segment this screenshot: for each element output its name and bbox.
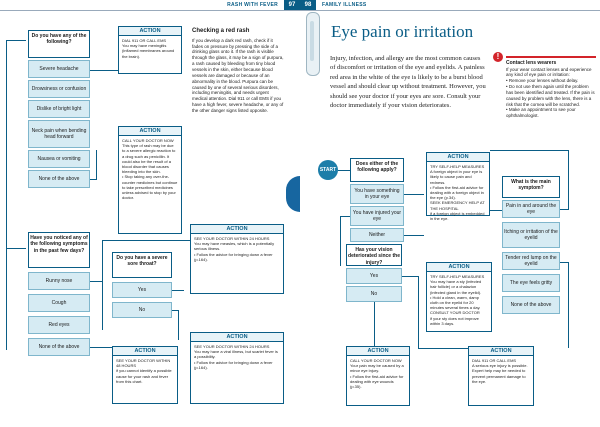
action-title: ACTION [347, 347, 409, 356]
action-box-r2 [426, 262, 492, 332]
connector [90, 70, 118, 71]
connector [6, 248, 26, 249]
action-title: ACTION [427, 263, 491, 272]
action-title: ACTION [469, 347, 533, 356]
action-text: CALL YOUR DOCTOR NOW This type of rash may be due to a severe allergic reaction to a drug such as penicillin. It could also be the result of a blood disorder that causes bleeding into the skin. • Stop taking any over-the-counter medicines but continue to take prescribed medicines unless advised to stop by your doctor. [122, 138, 178, 201]
action-title: ACTION [427, 153, 489, 162]
connector [102, 240, 103, 330]
action-box-r1 [426, 152, 490, 221]
connector [490, 210, 502, 211]
action-box-1 [118, 26, 182, 74]
connector [490, 150, 568, 151]
contact-text: If your wear contact lenses and experience any kind of eye pain or irritation: • Remove your lenses without delay. • Do not use them again until the problem has been identified and treated. If the pain is caused by problem with the lens, there is a risk that the cornea will be scratched. • Make an appointment to see your ophthalmologist. [506, 66, 595, 119]
left-header [0, 0, 300, 11]
page-title: Eye pain or irritation [331, 22, 474, 41]
action-box-5 [112, 346, 178, 404]
left-page-number: 97 [284, 0, 300, 10]
option-something-in-eye: You have something in your eye [350, 184, 404, 204]
connector [374, 302, 375, 346]
action-box-4 [190, 332, 284, 404]
option-neither: Neither [350, 228, 404, 242]
action-box-2 [118, 126, 182, 234]
option-neck-pain: Neck pain when bending head forward [28, 120, 90, 148]
left-section-label: RASH WITH FEVER [227, 2, 278, 8]
contact-lens-box [506, 56, 596, 119]
right-page-number: 98 [300, 0, 316, 10]
option-vision-no: No [346, 286, 402, 302]
page-tab-marker [286, 176, 300, 212]
connector [402, 276, 418, 277]
option-tender-lump: Tender red lump on the eyelid [502, 252, 560, 270]
connector [96, 150, 97, 180]
question-box-1: Do you have any of the following? [28, 30, 90, 58]
action-title: ACTION [191, 225, 283, 234]
option-drowsiness: Drowsiness or confusion [28, 80, 90, 98]
question-box-r2: Has your vision deteriorated since the injury? [346, 244, 402, 266]
right-section-label: FAMILY ILLNESS [322, 2, 367, 8]
action-text: DIAL 911 OR CALL EMS A serious eye injury is possible. Expert help may be needed to prevent permanent damage to the eye. [472, 358, 528, 384]
action-text: SEE YOUR DOCTOR WITHIN 48 HOURS if you cannot identify a possible cause for your rash and fever from this chart. [116, 358, 172, 384]
action-title: ACTION [191, 333, 283, 342]
connector [340, 216, 341, 266]
connector [568, 262, 569, 348]
option-runny-nose: Runny nose [28, 272, 90, 290]
option-pain-around-eye: Pain in and around the eye [502, 200, 560, 218]
action-box-r3 [346, 346, 410, 406]
option-cough: Cough [28, 294, 90, 312]
option-none-2: None of the above [28, 338, 90, 356]
connector [90, 281, 102, 282]
option-none-right: None of the above [502, 296, 560, 314]
option-vision-yes: Yes [346, 268, 402, 284]
connector [418, 348, 468, 349]
option-no: No [112, 302, 172, 318]
action-title: ACTION [113, 347, 177, 356]
right-header [300, 0, 600, 11]
option-bright-light: Dislike of bright light [28, 100, 90, 118]
option-itching-eyelid: Itching or irritation of the eyelid [502, 222, 560, 248]
connector [178, 310, 179, 340]
question-box-2: Have you noticed any of the following symptoms in the past few days? [28, 232, 90, 268]
connector [172, 290, 184, 291]
thermometer-illustration [306, 12, 320, 76]
question-box-r1: Does either of the following apply? [350, 158, 404, 182]
action-text: DIAL 911 OR CALL EMS You may have meningitis (inflamed membranes around the brain). [122, 38, 175, 59]
connector [90, 347, 114, 348]
action-text: SEE YOUR DOCTOR WITHIN 24 HOURS You may have a viral illness, but scarlet fever is a possibility. • Follow the advice for bringing down a fever (p.164). [194, 344, 278, 370]
option-red-eyes: Red eyes [28, 316, 90, 334]
checking-title: Checking a red rash [192, 28, 250, 34]
connector [418, 276, 419, 348]
connector [102, 240, 192, 241]
connector [340, 216, 350, 217]
warning-icon: ! [493, 52, 503, 62]
action-title: ACTION [119, 127, 181, 136]
action-title: ACTION [119, 27, 181, 36]
option-none-1: None of the above [28, 170, 90, 188]
option-gritty-eye: The eye feels gritty [502, 274, 560, 292]
connector [404, 235, 424, 236]
contact-title: Contact lens wearers [506, 60, 557, 66]
option-severe-headache: Severe headache [28, 60, 90, 78]
action-text: SEE YOUR DOCTOR WITHIN 24 HOURS You may have measles, which is a potentially serious illness. • Follow the advice for bringing down a fever (p.164). [194, 236, 275, 262]
connector [568, 150, 569, 210]
option-injured-eye: You have injured your eye [350, 206, 404, 226]
checking-red-rash-box [192, 28, 284, 114]
action-text: TRY SELF-HELP MEASURES You may have a sty (infected hair follicle) or a chalazion (infected gland in the eyelid). • Hold a clean, warm, damp cloth on the eyelid for 20 minutes several times a day. CONSULT YOUR DOCTOR if your sty does not improve within 3 days. [430, 274, 485, 326]
action-box-3 [190, 224, 284, 294]
checking-text: If you develop a dark red rash, check if it fades on pressure by pressing the side of a drinking glass onto it. If the rash is visible through the glass, it may be a sign of purpura, a rash caused by bleeding from tiny blood vessels in the skin, either because blood vessels are damaged or because of an abnormality in the blood. Purpura can be caused by one of several serious disorders, including meningitis, and needs urgent medical attention. Dial 911 or call EMS if you have a high fever, severe headache, or any of the other danger signs listed opposite. [192, 37, 284, 113]
action-text: TRY SELF-HELP MEASURES A foreign object in your eye is likely to cause pain and redness. • Follow the first-aid advice for dealing with a foreign object in the eye (p.34). SEEK EMERGENCY HELP AT THE HOSPITAL if a foreign object is embedded in the eye. [430, 164, 485, 221]
connector [338, 170, 350, 171]
option-yes: Yes [112, 282, 172, 298]
question-box-r3: What is the main symptom? [502, 176, 560, 198]
left-connector-line [6, 40, 7, 350]
start-marker: START [318, 160, 338, 180]
connector [404, 194, 424, 195]
intro-paragraph: Injury, infection, and allergy are the most common causes of discomfort or irritation of the eye and eyelids. A painless red area in the white of the eye is likely to be a burst blood vessel and should clear up without treatment. However, you should see your doctor if your eyes are sore. Consult your doctor immediately if your vision deteriorates. [330, 55, 486, 110]
action-box-r4 [468, 346, 534, 406]
option-nausea: Nausea or vomiting [28, 150, 90, 168]
action-text: CALL YOUR DOCTOR NOW Your pain may be caused by a minor eye injury. • Follow the first-aid advice for dealing with eye wounds (p.35). [350, 358, 404, 389]
connector [560, 209, 568, 210]
question-box-3: Do you have a severe sore throat? [112, 252, 172, 278]
connector [560, 262, 568, 263]
connector [6, 40, 26, 41]
